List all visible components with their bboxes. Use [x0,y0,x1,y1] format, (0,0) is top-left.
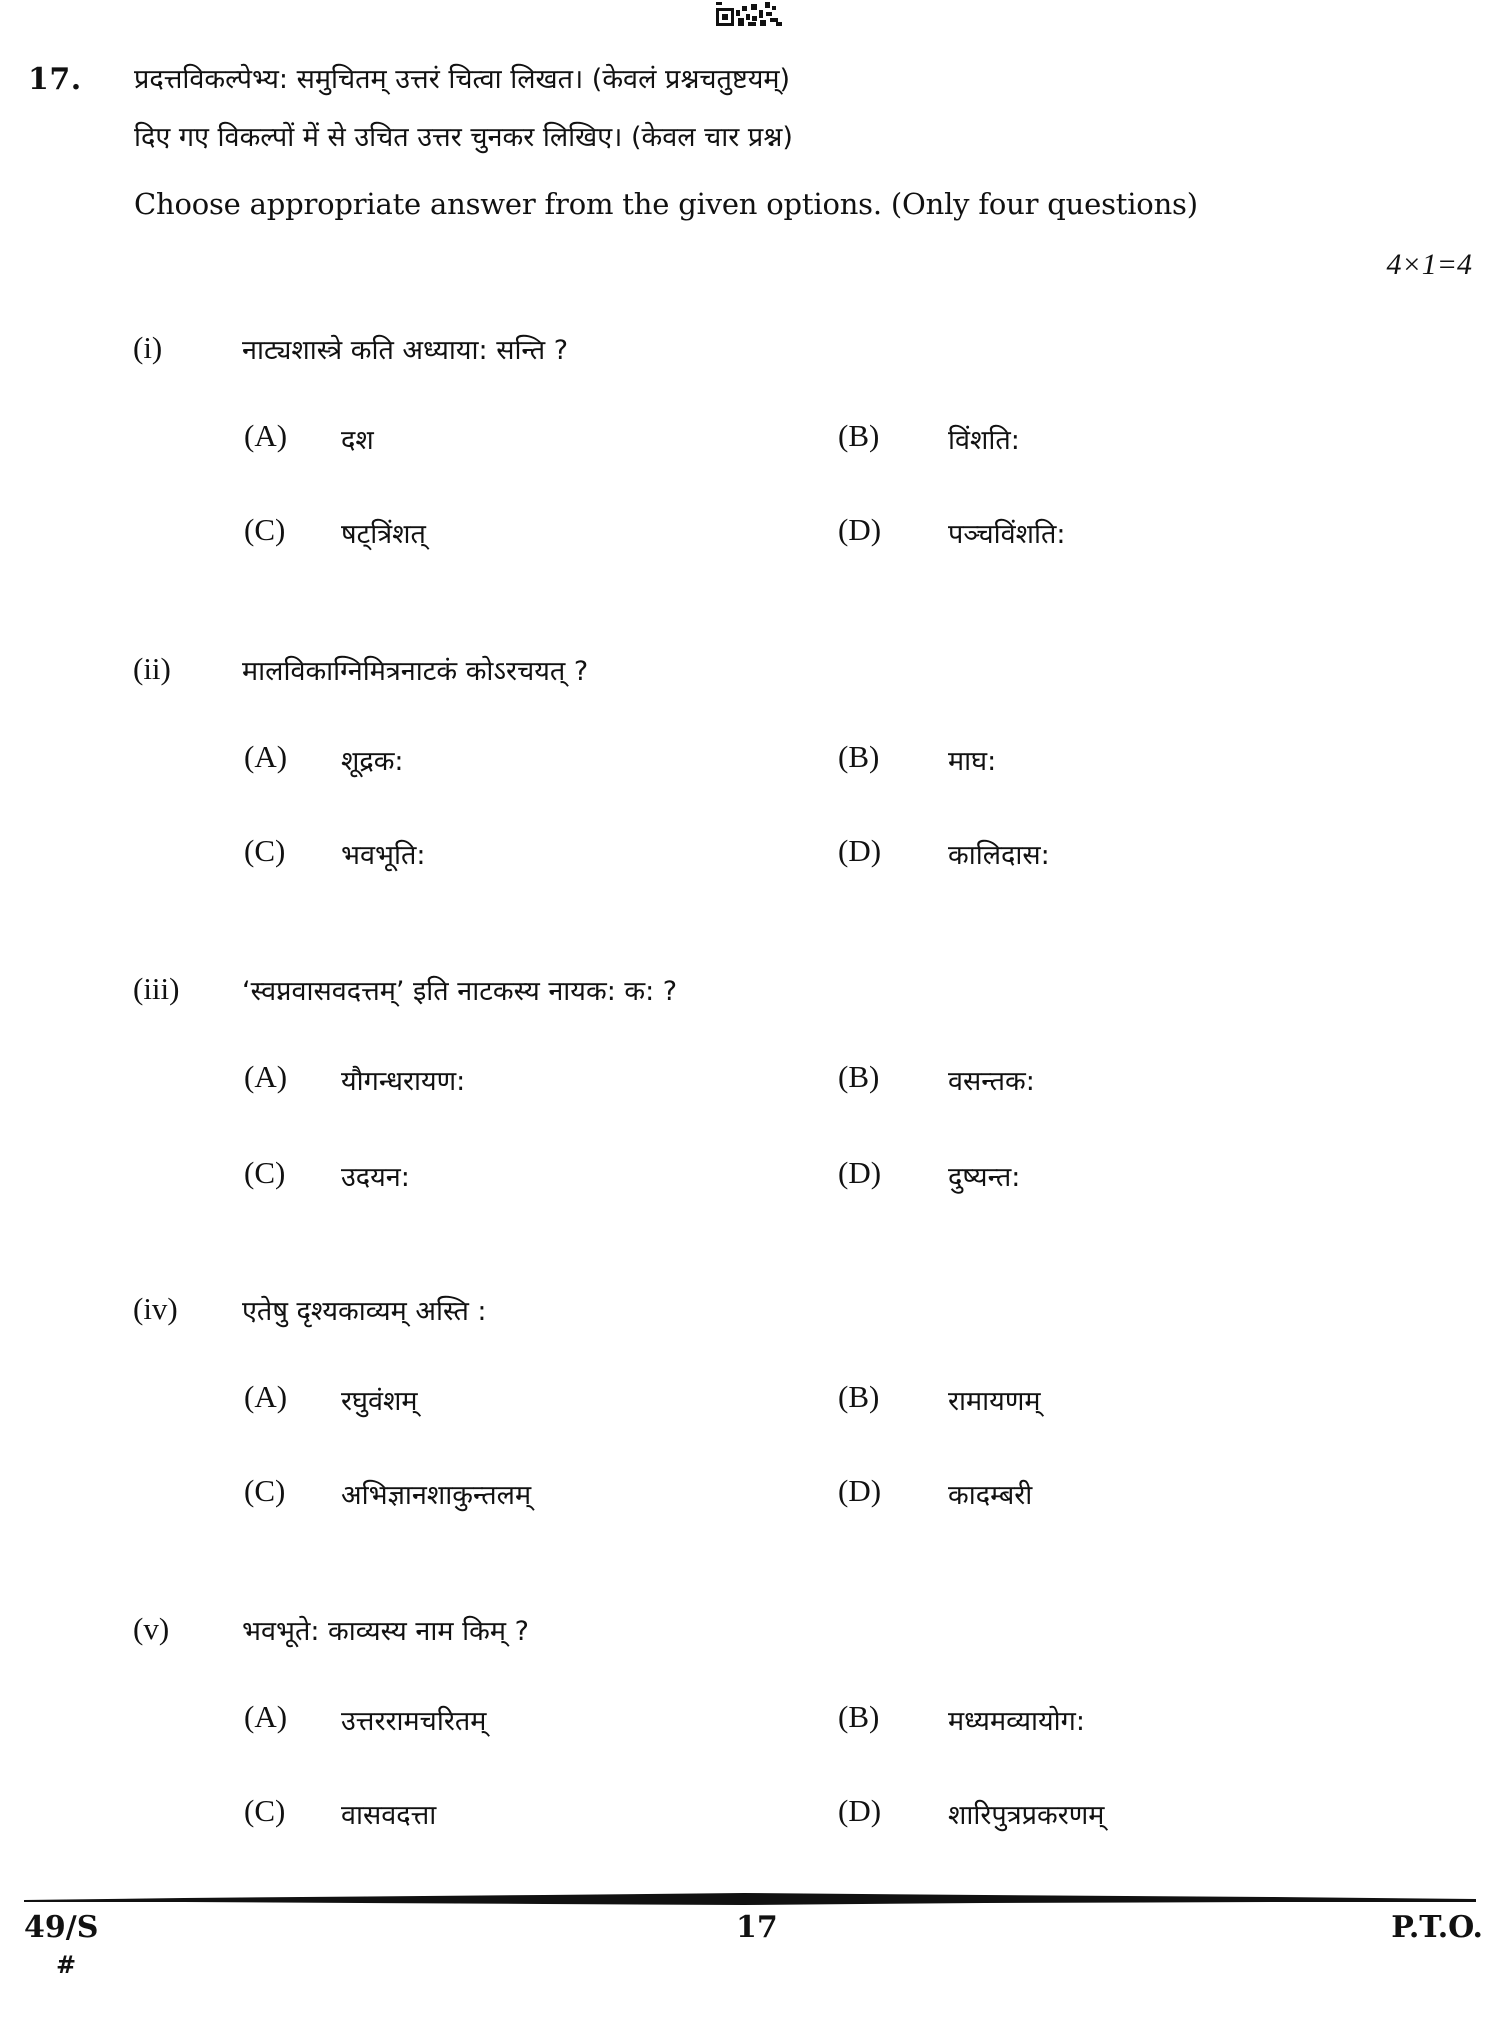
option-letter: (A) [244,418,288,453]
subquestion-label: (v) [133,1611,170,1646]
option-text: भवभूति: [341,840,426,871]
instruction-sanskrit: प्रदत्तविकल्पेभ्य: समुचितम् उत्तरं चित्वा लिखत। (केवलं प्रश्नचतुष्टयम्) [134,64,791,95]
option-letter: (B) [838,1379,880,1414]
option-text: अभिज्ञानशाकुन्तलम् [341,1480,532,1511]
instruction-english: Choose appropriate answer from the given options. (Only four questions) [134,187,1198,221]
pto-label: P.T.O. [1391,1910,1483,1945]
option-letter: (B) [838,1059,880,1094]
option-text: रघुवंशम् [341,1386,418,1417]
option-letter: (D) [838,833,882,868]
footer-divider [24,1892,1476,1908]
option-text: वासवदत्ता [341,1800,437,1831]
subquestion-label: (i) [133,330,163,365]
option-letter: (D) [838,1473,882,1508]
subquestion-label: (iv) [133,1291,178,1326]
option-letter: (A) [244,1699,288,1734]
question-number: 17. [28,62,82,97]
option-text: षट्त्रिंशत् [341,519,426,550]
option-text: माघ: [948,746,997,777]
option-text: उदयन: [341,1162,410,1193]
subquestion-text: नाट्यशास्त्रे कति अध्याया: सन्ति ? [242,335,569,366]
option-letter: (D) [838,1793,882,1828]
option-letter: (C) [244,512,286,547]
option-text: यौगन्धरायण: [341,1066,466,1097]
option-text: पञ्चविंशति: [948,519,1066,550]
option-text: रामायणम् [948,1386,1041,1417]
option-letter: (A) [244,1379,288,1414]
option-text: कादम्बरी [948,1480,1033,1511]
option-text: दुष्यन्त: [948,1162,1021,1193]
paper-code: 49/S [24,1910,99,1945]
option-text: मध्यमव्यायोग: [948,1706,1085,1737]
option-letter: (C) [244,1155,286,1190]
option-text: वसन्तक: [948,1066,1035,1097]
subquestion-text: ‘स्वप्नवासवदत्तम्’ इति नाटकस्य नायक: क: ? [242,976,678,1007]
option-letter: (D) [838,512,882,547]
subquestion-label: (iii) [133,971,180,1006]
option-letter: (C) [244,833,286,868]
option-text: विंशति: [948,425,1020,456]
subquestion-label: (ii) [133,651,171,686]
option-letter: (A) [244,1059,288,1094]
option-text: दश [341,425,374,456]
subquestion-text: मालविकाग्निमित्रनाटकं कोऽरचयत् ? [242,656,589,687]
subquestion-text: भवभूते: काव्यस्य नाम किम् ? [242,1616,529,1647]
option-letter: (B) [838,739,880,774]
option-letter: (B) [838,418,880,453]
subquestion-text: एतेषु दृश्यकाव्यम् अस्ति : [242,1296,487,1327]
hash-mark: # [56,1950,77,1979]
option-text: उत्तररामचरितम् [341,1706,487,1737]
option-text: शारिपुत्रप्रकरणम् [948,1800,1105,1831]
option-letter: (C) [244,1793,286,1828]
instruction-hindi: दिए गए विकल्पों में से उचित उत्तर चुनकर लिखिए। (केवल चार प्रश्न) [134,122,793,153]
option-letter: (D) [838,1155,882,1190]
qr-code-icon [716,2,782,26]
option-letter: (B) [838,1699,880,1734]
option-text: कालिदास: [948,840,1050,871]
page-number: 17 [736,1910,778,1945]
marks-allocation: 4×1=4 [1386,248,1472,281]
option-letter: (C) [244,1473,286,1508]
option-text: शूद्रक: [341,746,404,777]
option-letter: (A) [244,739,288,774]
